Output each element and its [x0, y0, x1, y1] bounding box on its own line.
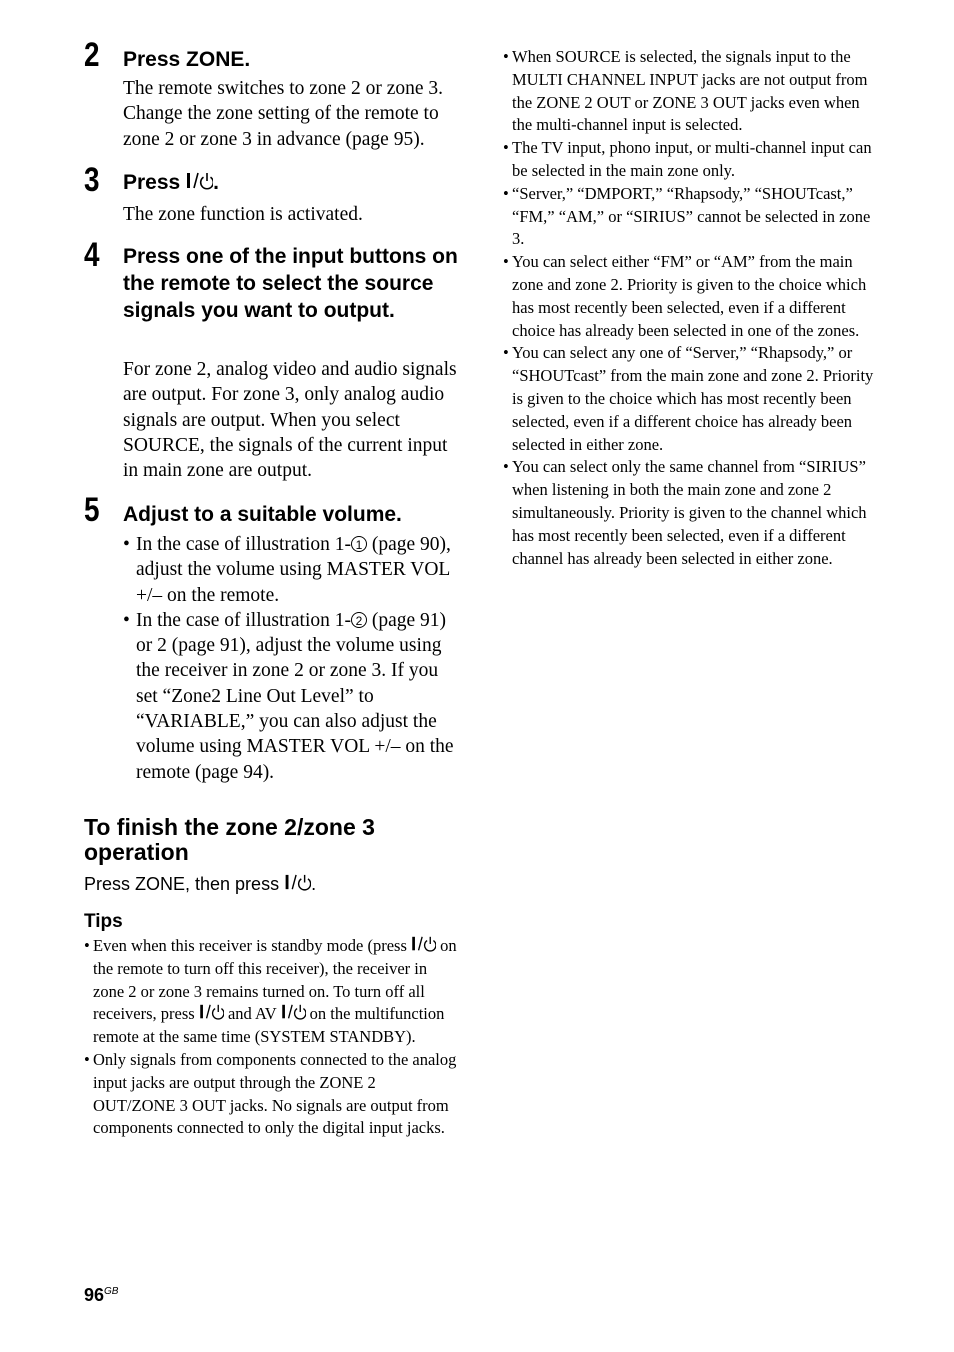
step-heading-text: Press: [123, 171, 187, 194]
step-body: For zone 2, analog video and audio signals are output. For zone 3, only analog audio signals are output. When you select SOURCE, the signals of the current input in main zone are output.: [123, 359, 457, 482]
tip-item: • Only signals from components connected to the analog input jacks are output through the ZONE 2 OUT/ZONE 3 OUT jacks. No signals are output from components connected to only the digital input jacks.: [84, 1049, 459, 1140]
section-title: To finish the zone 2/zone 3 operation: [84, 814, 375, 865]
step-number: 5: [84, 491, 100, 529]
power-icon: [199, 1004, 224, 1023]
tip-item: • You can select either “FM” or “AM” from the main zone and zone 2. Priority is given to the choice which has most recently been selected, even if a different choice has already been selected in one of the zones.: [503, 251, 883, 342]
tip-item: • “Server,” “DMPORT,” “Rhapsody,” “SHOUTcast,” “FM,” “AM,” or “SIRIUS” cannot be selected in zone 3.: [503, 183, 883, 251]
tip-item: • You can select any one of “Server,” “Rhapsody,” or “SHOUTcast” from the main zone and zone 2. Priority is given to the choice which has most recently been selected, even if a different choice has already been selected in either zone.: [503, 342, 883, 456]
tips-list-left: [84, 935, 459, 1140]
tips-list-right: [503, 46, 883, 570]
tip-item: • You can select only the same channel from “SIRIUS” when listening in both the main zone and zone 2 simultaneously. Priority is given to the channel which has most recently been selected, even if a different channel has already been selected in either zone.: [503, 456, 883, 570]
tip-item: • When SOURCE is selected, the signals input to the MULTI CHANNEL INPUT jacks are not output from the ZONE 2 OUT or ZONE 3 OUT jacks even when the multi-channel input is selected.: [503, 46, 883, 137]
bullet-item: • In the case of illustration 1- 1 (page 90), adjust the volume using MASTER VOL +/– on the remote.: [123, 532, 463, 608]
circled-number: 2: [351, 612, 367, 628]
step-number: 3: [84, 161, 100, 199]
power-icon: [411, 936, 436, 955]
step-heading: Adjust to a suitable volume.: [123, 503, 402, 526]
power-icon: [284, 872, 311, 896]
section-body: Press ZONE, then press .: [84, 874, 317, 894]
step-heading: Press one of the input buttons on the remote to select the source signals you want to output.: [123, 245, 458, 322]
step-heading: Press .: [123, 171, 219, 194]
step-body: The remote switches to zone 2 or zone 3. Change the zone setting of the remote to zone 2 or zone 3 in advance (page 95).: [123, 78, 444, 150]
step-number: 4: [84, 236, 100, 274]
page-number: $96^{GB}$: [84, 1285, 119, 1305]
bullet-item: • In the case of illustration 1- 2 (page 91) or 2 (page 91), adjust the volume using the receiver in zone 2 or zone 3. If you set “Zone2 Line Out Level” to “VARIABLE,” you can also adjust the volume using MASTER VOL +/– on the remote (page 94).: [123, 608, 463, 785]
power-icon: [186, 169, 213, 196]
step-bullets: [123, 532, 463, 785]
power-icon: [281, 1004, 306, 1023]
tips-heading: Tips: [84, 911, 123, 932]
circled-number: 1: [351, 536, 367, 552]
step-heading: Press ZONE.: [123, 48, 251, 71]
tip-item: • The TV input, phono input, or multi-channel input can be selected in the main zone only.: [503, 137, 883, 183]
tip-item: • Even when this receiver is standby mode (press on the remote to turn off this receiver), the receiver in zone 2 or zone 3 remains turned on. To turn off all receivers, press and AV on the multifunction remote at the same time (SYSTEM STANDBY).: [84, 935, 459, 1049]
step-body: The zone function is activated.: [123, 204, 363, 225]
step-number: 2: [84, 36, 100, 74]
